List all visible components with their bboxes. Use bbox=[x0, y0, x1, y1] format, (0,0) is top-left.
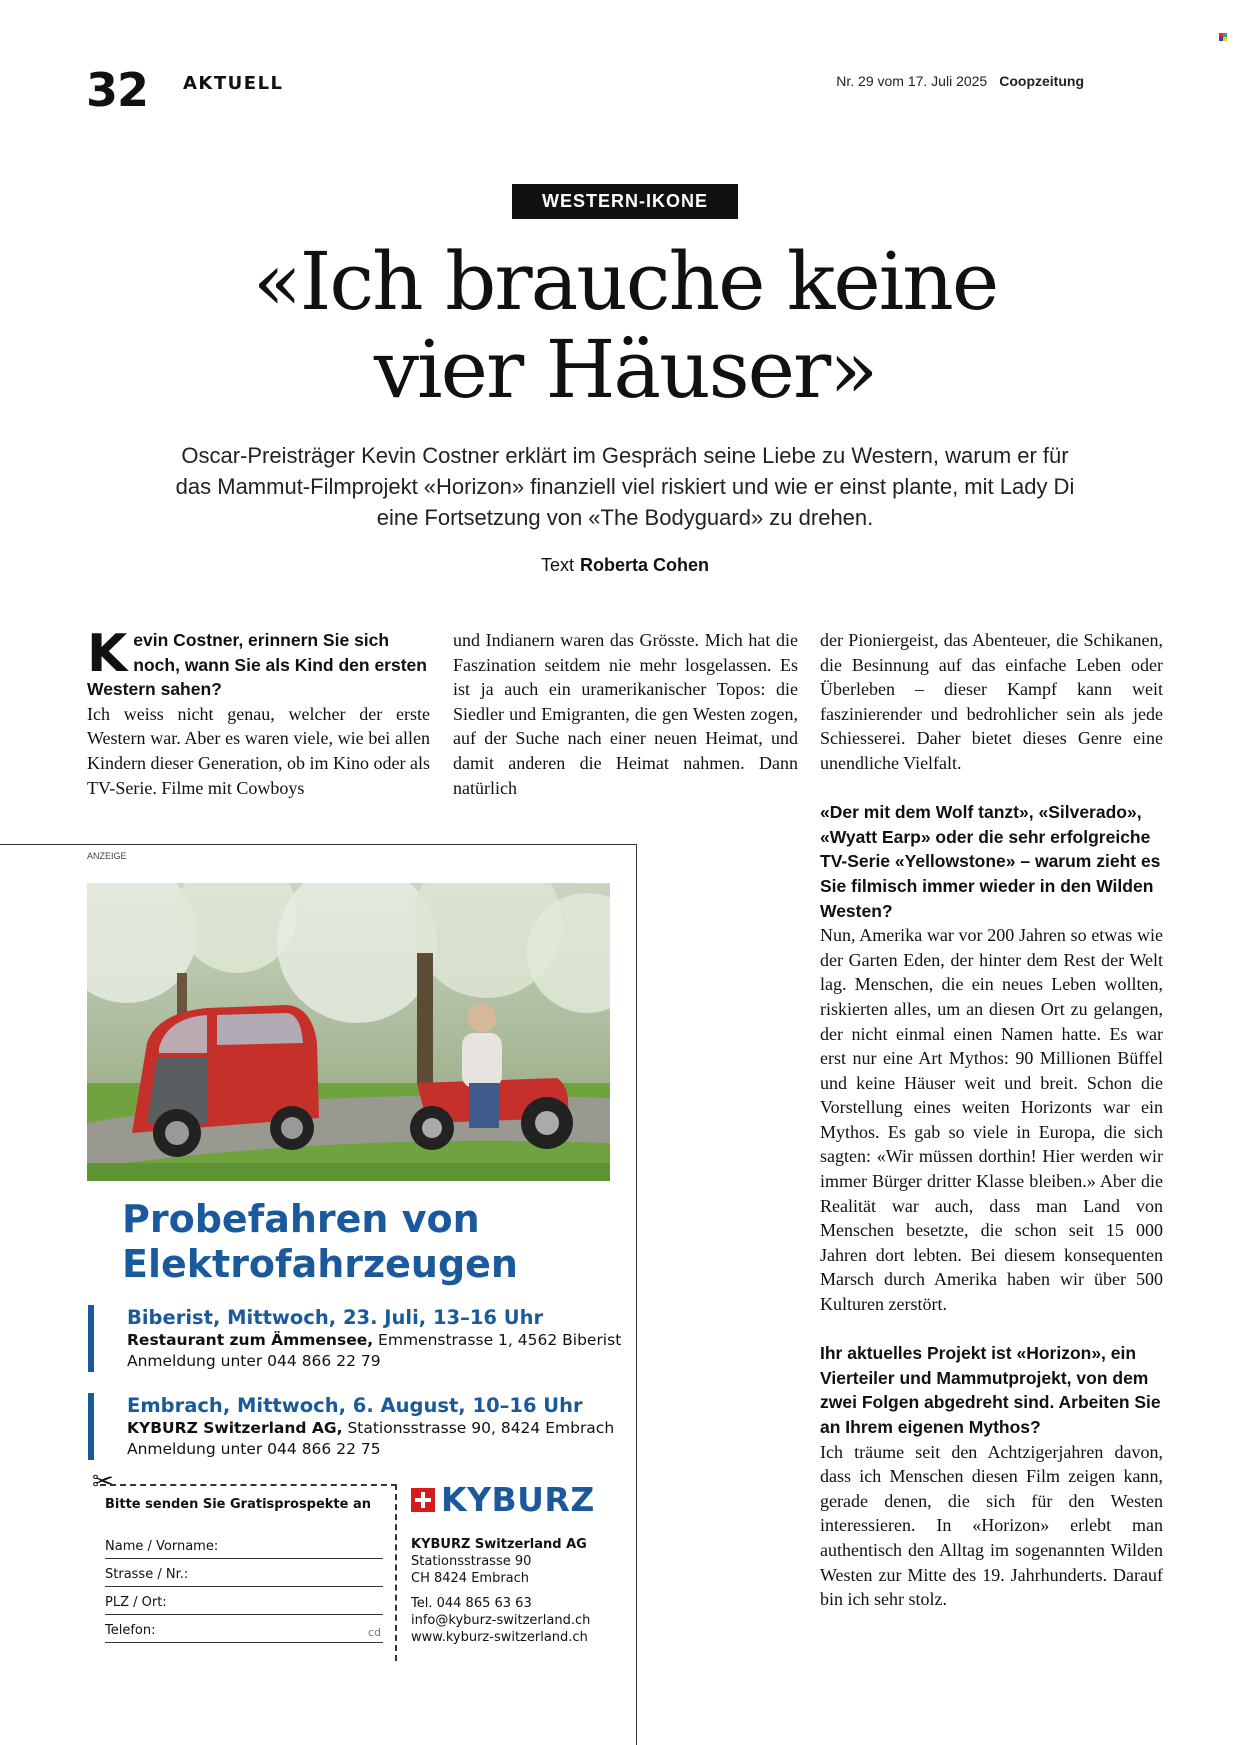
answer-text: Ich weiss nicht genau, welcher der erste Western war. Aber es waren viele, wie bei allen Kindern dieser Generation, ob im Kino oder als TV-Serie. Filme mit Cowboys bbox=[87, 703, 430, 798]
event-embrach bbox=[88, 1393, 614, 1460]
company-city: CH 8424 Embrach bbox=[411, 1571, 530, 1586]
company-name: KYBURZ Switzerland AG bbox=[411, 1537, 587, 1552]
interview-question-2: «Der mit dem Wolf tanzt», «Silverado», «Wyatt Earp» oder die sehr erfolgreiche TV-Serie «Yellowstone» – warum zieht es Sie filmisch immer wieder in den Wilden Westen? bbox=[820, 802, 1161, 921]
page-number: 32 bbox=[86, 63, 149, 117]
headline bbox=[100, 235, 1150, 416]
headline-line-2: vier Häuser» bbox=[373, 323, 877, 416]
coupon-code: cd bbox=[368, 1626, 382, 1639]
coupon-title: Bitte senden Sie Gratisprospekte an bbox=[105, 1497, 372, 1512]
issue-date: Nr. 29 vom 17. Juli 2025 bbox=[836, 73, 988, 89]
lead-paragraph: Oscar-Preisträger Kevin Costner erklärt im Gespräch seine Liebe zu Western, warum er für das Mammut-Filmprojekt «Horizon» finanziell viel riskiert und wie er einst plante, mit Lady Di eine Fortsetzung von «The Bodyguard» zu drehen. bbox=[175, 443, 1075, 530]
kyburz-logo-text: KYBURZ bbox=[441, 1480, 595, 1519]
interview-question-3: Ihr aktuelles Projekt ist «Horizon», ein Vierteiler und Mammutprojekt, von dem zwei Folgen abgedreht sind. Arbeiten Sie an Ihrem eigenen Mythos? bbox=[820, 1343, 1161, 1437]
coupon-field-name[interactable]: Name / Vorname: bbox=[105, 1538, 383, 1559]
answer-text: der Pioniergeist, das Abenteuer, die Schikanen, die Besinnung auf das einfache Leben oder Überleben – dieser Kampf kann weit faszinierender und bedrohlicher sein als jede Schiesserei. Daher bietet dieses Genre eine unendliche Vielfalt. bbox=[820, 630, 1163, 773]
section-label: AKTUELL bbox=[183, 73, 284, 94]
byline-author: Roberta Cohen bbox=[580, 555, 710, 575]
event-place: Biberist, Mittwoch, 23. Juli, 13–16 Uhr bbox=[127, 1306, 544, 1329]
event-registration: Anmeldung unter 044 866 22 79 bbox=[127, 1352, 381, 1370]
byline bbox=[400, 555, 850, 576]
company-email[interactable]: info@kyburz-switzerland.ch bbox=[411, 1613, 591, 1628]
coupon-field-street[interactable]: Strasse / Nr.: bbox=[105, 1566, 383, 1587]
coupon-field-phone[interactable]: Telefon: bbox=[105, 1622, 383, 1643]
scissors-icon: ✂ bbox=[92, 1467, 114, 1496]
event-venue: Restaurant zum Ämmensee, Emmenstrasse 1, 4562 Biberist bbox=[127, 1331, 622, 1349]
article-column-3 bbox=[820, 628, 1163, 1612]
ad-label: ANZEIGE bbox=[87, 851, 127, 861]
answer-text: Nun, Amerika war vor 200 Jahren so etwas wie der Garten Eden, der hinter dem Rest der Welt lag. Menschen, die ein neues Leben wollten, riskierten alles, um an diesen Ort zu gelangen, der nicht einmal einen Namen hatte. Es war erst nur eine Art Mythos: 90 Millionen Büffel und keine Häuser weit und breit. Schon die Vorstellung eines weiten Horizonts war ein Mythos. Es gab so viele in Europa, die sich sagten: «Wir müssen dorthin! Hier werden wir immer Bürger dritter Klasse bleiben.» Aber die Realität war auch, dass man Land von Menschen besetzte, die schon seit 15 000 Jahren dort lebten. Bei diesem konsequenten Marsch durch Amerika haben wir über 500 Kulturen zerstört. bbox=[820, 925, 1163, 1315]
article-column-2 bbox=[453, 628, 798, 800]
headline-line-1: «Ich brauche keine bbox=[252, 235, 998, 328]
kicker-label: WESTERN-IKONE bbox=[512, 184, 738, 219]
answer-text: Ich träume seit den Achtzigerjahren davon, dass ich Menschen diesen Film zeigen kann, gerade denen, die sich für den Westen interessieren. In «Horizon» erlebt man authentisch den Alltag im sogenannten Wilden Westen zur Mitte des 19. Jahrhunderts. Darauf bin ich sehr stolz. bbox=[820, 1441, 1163, 1610]
company-website[interactable]: www.kyburz-switzerland.ch bbox=[411, 1630, 588, 1645]
drop-cap: K bbox=[87, 624, 128, 684]
ad-photo-electric-vehicles bbox=[87, 883, 610, 1181]
ad-title bbox=[122, 1197, 518, 1287]
event-place: Embrach, Mittwoch, 6. August, 10–16 Uhr bbox=[127, 1394, 583, 1417]
interview-question-1: Kevin Costner, erinnern Sie sich noch, wann Sie als Kind den ersten Western sahen? bbox=[87, 624, 427, 700]
coupon-field-city[interactable]: PLZ / Ort: bbox=[105, 1594, 383, 1615]
event-registration: Anmeldung unter 044 866 22 75 bbox=[127, 1440, 381, 1458]
event-biberist bbox=[88, 1305, 621, 1372]
article-column-1 bbox=[87, 624, 430, 800]
print-color-marks bbox=[1219, 33, 1227, 41]
ad-title-line-2: Elektrofahrzeugen bbox=[122, 1242, 518, 1286]
ad-title-line-1: Probefahren von bbox=[122, 1197, 480, 1241]
issue-info bbox=[836, 73, 1084, 89]
swiss-cross-icon bbox=[411, 1488, 435, 1512]
event-venue: KYBURZ Switzerland AG, Stationsstrasse 90, 8424 Embrach bbox=[127, 1419, 615, 1437]
answer-text: und Indianern waren das Grösste. Mich hat die Faszination seitdem nie mehr losgelassen. Es ist ja auch ein uramerikanischer Topos: die Siedler und Emigranten, die gen Westen zogen, auf der Suche nach einer neuen Heimat, und damit anderen die Heimat nahmen. Dann natürlich bbox=[453, 630, 798, 798]
publication-name: Coopzeitung bbox=[999, 73, 1084, 89]
company-phone: Tel. 044 865 63 63 bbox=[411, 1596, 532, 1611]
byline-label: Text bbox=[540, 555, 574, 575]
kyburz-address bbox=[411, 1536, 590, 1646]
company-street: Stationsstrasse 90 bbox=[411, 1554, 532, 1569]
